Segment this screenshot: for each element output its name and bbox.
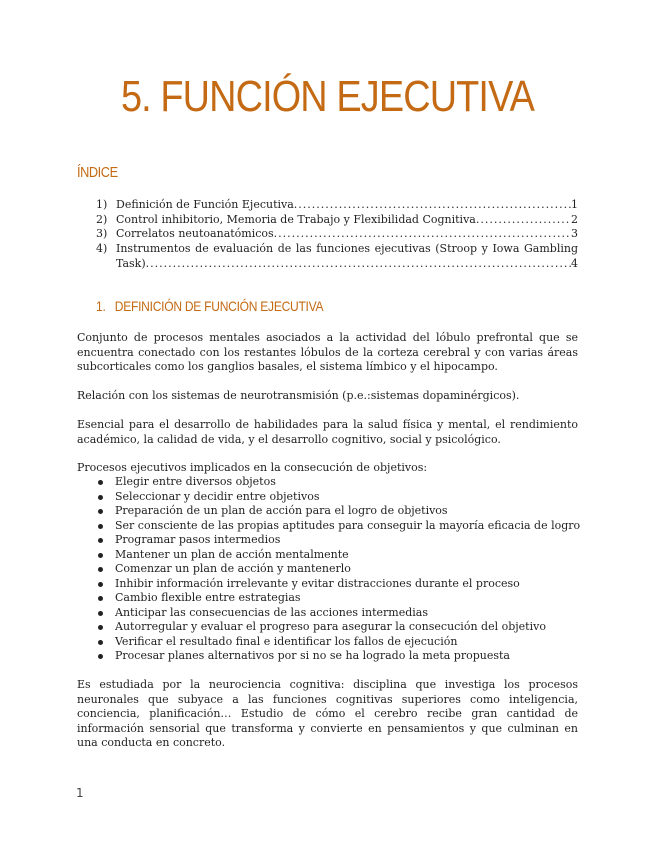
bullet-dot-icon [98,524,103,529]
toc-leader-dots [274,227,571,242]
bullet-dot-icon [98,567,103,572]
paragraph-processes-intro: Procesos ejecutivos implicados en la consecución de objetivos: [77,461,428,474]
toc-item-text: Correlatos neutoanatómicos [116,227,274,241]
list-item: Ser consciente de las propias aptitudes para conseguir la mayoría eficacia de logro [96,519,586,534]
paragraph-neurotransmission: Relación con los sistemas de neurotransmisión (p.e.:sistemas dopaminérgicos). [77,389,520,402]
bullet-dot-icon [98,640,103,645]
toc-item[interactable] [96,242,578,271]
toc-item-text-continued: Task) [116,256,146,270]
toc-item-page: 4 [571,256,578,270]
bullet-dot-icon [98,596,103,601]
list-item: Comenzar un plan de acción y mantenerlo [96,562,586,577]
bullet-dot-icon [98,611,103,616]
toc-item-text: Definición de Función Ejecutiva [116,198,294,211]
page-number: 1 [76,786,84,800]
bullet-dot-icon [98,582,103,587]
toc-item-page: 3 [571,227,578,241]
toc-item-page: 1 [571,198,578,211]
list-item: Cambio flexible entre estrategias [96,591,586,606]
paragraph-neuroscience: Es estudiada por la neurociencia cognitiva: disciplina que investiga los procesos neuronales que subyace a las funciones cognitivas superiores como inteligencia, conciencia, planificación… Estudio de cómo el cerebro recibe gran cantidad de información sensorial que transforma y convierte en pensamientos y que culminan en una conducta en concreto. [77,678,578,749]
toc-item-page: 2 [571,212,578,226]
list-item: Mantener un plan de acción mentalmente [96,548,586,563]
toc-item-text: Control inhibitorio, Memoria de Trabajo y Flexibilidad Cognitiva [116,212,476,226]
toc-item-text: Instrumentos de evaluación de las funciones ejecutivas (Stroop y Iowa Gambling [116,242,578,256]
index-heading: ÍNDICE [77,164,118,181]
list-item: Inhibir información irrelevante y evitar distracciones durante el proceso [96,577,586,592]
toc-leader-dots [294,198,571,213]
list-item: Preparación de un plan de acción para el logro de objetivos [96,504,586,519]
bullet-dot-icon [98,553,103,558]
toc-item[interactable] [96,213,578,228]
list-item: Verificar el resultado final e identificar los fallos de ejecución [96,635,586,650]
list-item: Anticipar las consecuencias de las acciones intermedias [96,606,586,621]
bullet-dot-icon [98,509,103,514]
toc-item[interactable] [96,227,578,242]
bullet-dot-icon [98,538,103,543]
bullet-dot-icon [98,625,103,630]
table-of-contents [96,198,578,272]
toc-item-number: 1) [96,198,108,211]
toc-leader-dots [476,213,571,228]
bullet-dot-icon [98,654,103,659]
bullet-dot-icon [98,495,103,500]
toc-item-number: 3) [96,227,108,241]
list-item: Elegir entre diversos objetos [96,475,586,490]
paragraph-importance: Esencial para el desarrollo de habilidades para la salud física y mental, el rendimiento académico, la calidad de vida, y el desarrollo cognitivo, social y psicológico. [77,418,578,446]
bullet-list [96,475,586,664]
toc-item[interactable] [96,198,578,213]
page-title: 5. FUNCIÓN EJECUTIVA [120,72,535,121]
bullet-dot-icon [98,480,103,485]
paragraph-definition: Conjunto de procesos mentales asociados a la actividad del lóbulo prefrontal que se encuentra conectado con los restantes lóbulos de la corteza cerebral y con varias áreas subcorticales como los ganglios basales, el sistema límbico y el hipocampo. [77,331,578,373]
list-item: Procesar planes alternativos por si no se ha logrado la meta propuesta [96,649,586,664]
list-item: Programar pasos intermedios [96,533,586,548]
toc-item-number: 2) [96,212,108,226]
toc-leader-dots [146,257,571,272]
list-item: Autorregular y evaluar el progreso para asegurar la consecución del objetivo [96,620,586,635]
section-heading: 1. DEFINICIÓN DE FUNCIÓN EJECUTIVA [96,298,324,314]
toc-item-number: 4) [96,242,108,256]
list-item: Seleccionar y decidir entre objetivos [96,490,586,505]
